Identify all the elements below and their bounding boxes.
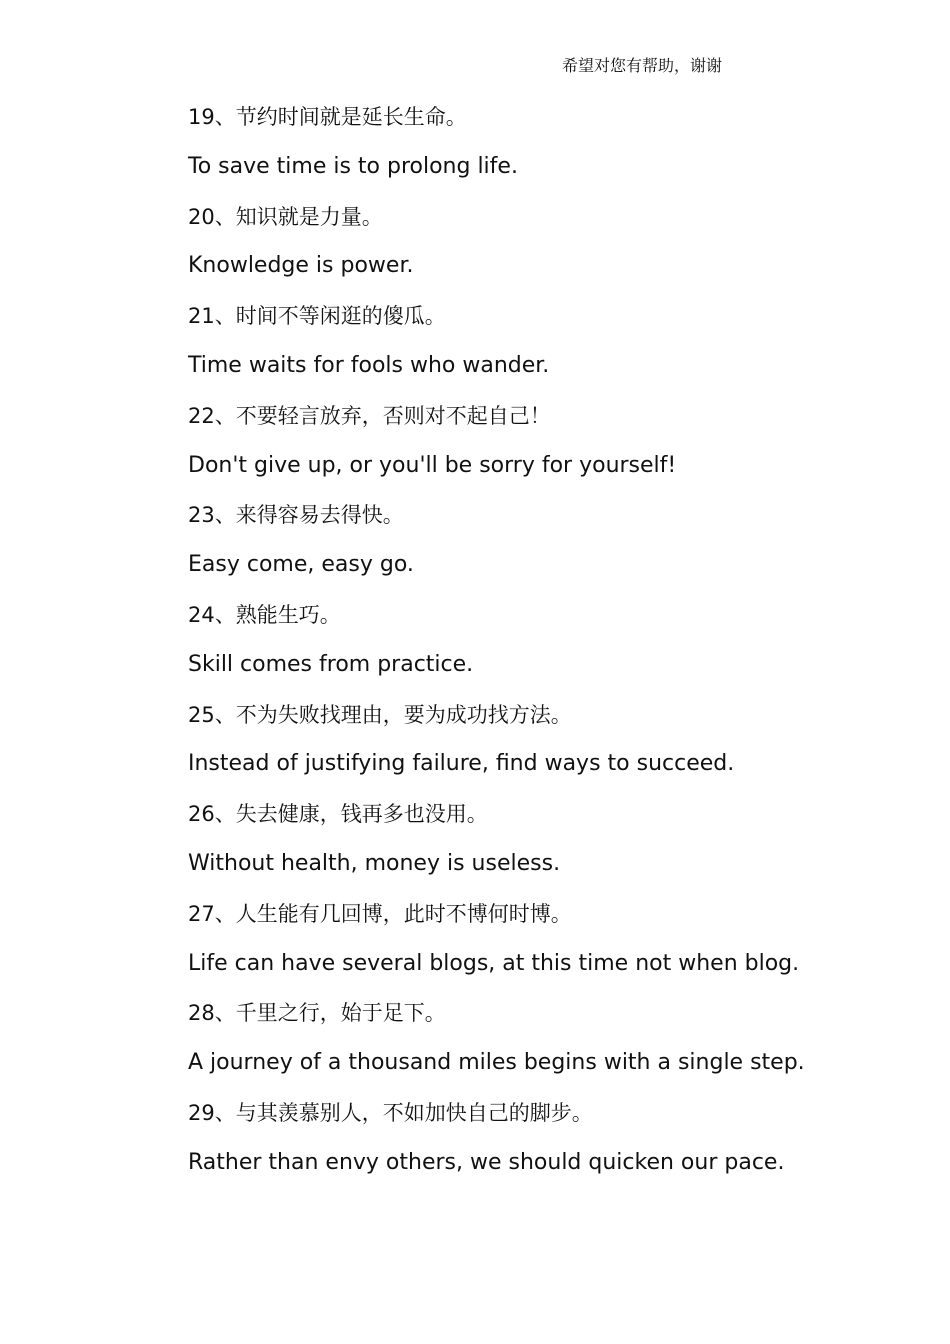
- quote-chinese: 22、不要轻言放弃，否则对不起自己！: [188, 403, 551, 428]
- quote-chinese: 20、知识就是力量。: [188, 204, 383, 229]
- quote-english: Skill comes from practice.: [188, 651, 474, 677]
- quote-chinese: 26、失去健康，钱再多也没用。: [188, 802, 488, 827]
- quote-chinese: 19、节约时间就是延长生命。: [188, 105, 467, 129]
- header-note: 希望对您有帮助，谢谢: [562, 56, 723, 75]
- quote-chinese: 28、千里之行，始于足下。: [188, 1001, 446, 1026]
- quote-chinese: 27、人生能有几回博，此时不博何时博。: [188, 901, 572, 926]
- quote-english: Life can have several blogs, at this time not when blog.: [188, 950, 800, 976]
- quote-english: Rather than envy others, we should quicken our pace.: [188, 1149, 785, 1175]
- quote-chinese: 24、熟能生巧。: [188, 602, 341, 627]
- quote-chinese: 29、与其羡慕别人，不如加快自己的脚步。: [188, 1100, 593, 1125]
- quote-english: A journey of a thousand miles begins with a single step.: [188, 1050, 805, 1076]
- quote-chinese: 25、不为失败找理由，要为成功找方法。: [188, 702, 572, 727]
- quote-english: Don't give up, or you'll be sorry for yourself!: [188, 452, 677, 478]
- quote-list: [188, 100, 908, 1196]
- quote-english: Knowledge is power.: [188, 253, 414, 279]
- quote-english: Without health, money is useless.: [188, 850, 561, 876]
- quote-english: Time waits for fools who wander.: [188, 352, 550, 378]
- quote-english: To save time is to prolong life.: [188, 153, 518, 179]
- quote-english: Instead of justifying failure, find ways to succeed.: [188, 751, 735, 777]
- quote-chinese: 23、来得容易去得快。: [188, 503, 404, 528]
- quote-english: Easy come, easy go.: [188, 552, 414, 578]
- quote-chinese: 21、时间不等闲逛的傻瓜。: [188, 304, 446, 329]
